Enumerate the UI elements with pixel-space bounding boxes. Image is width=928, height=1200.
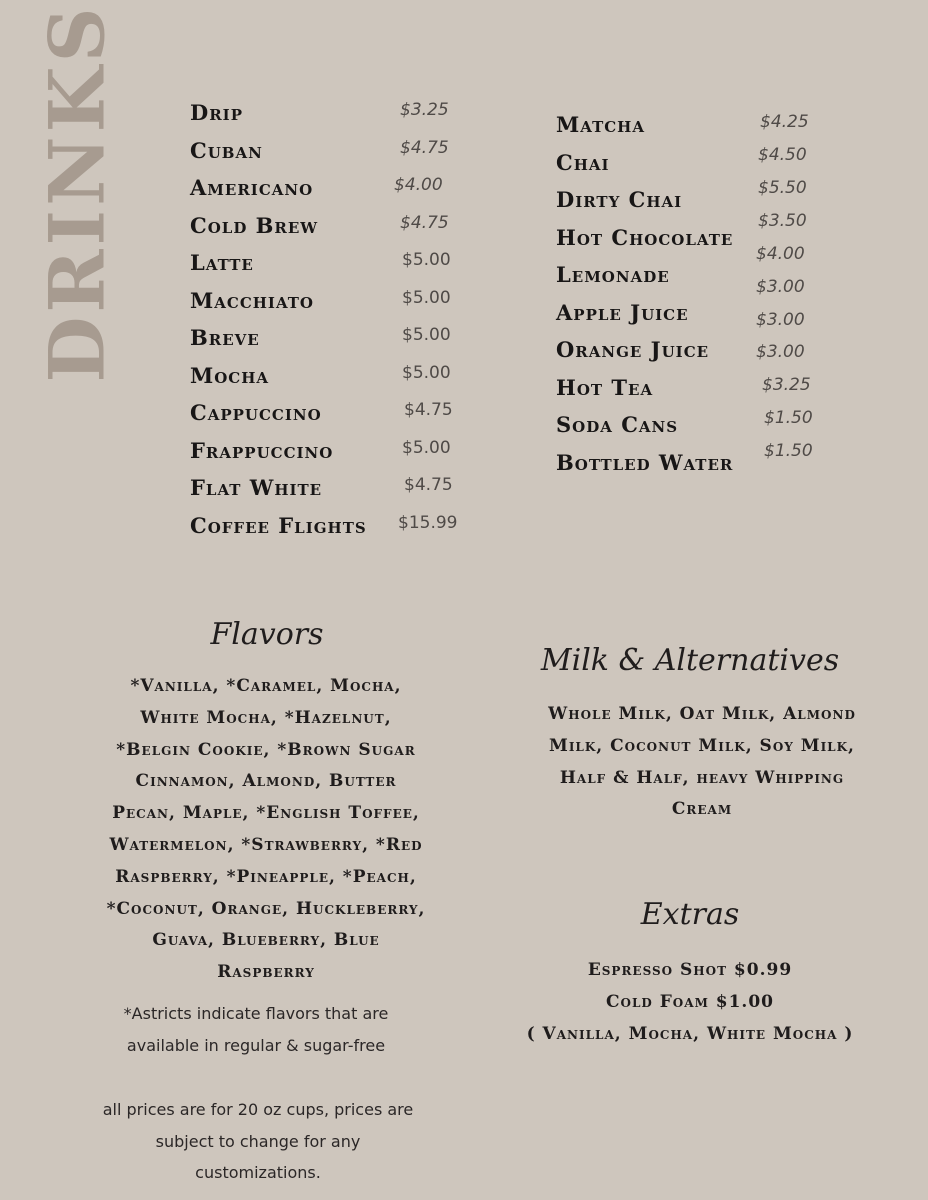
menu-item-name: Frappuccino xyxy=(190,438,334,463)
footer-note-line: subject to change for any xyxy=(155,1131,361,1151)
menu-item xyxy=(190,138,460,168)
extras-title: Extras xyxy=(640,897,740,932)
menu-item-name: Cuban xyxy=(190,138,263,163)
menu-title-text: DRINKS xyxy=(33,2,122,383)
flavors-list xyxy=(86,671,446,989)
menu-item-price: $5.00 xyxy=(402,288,451,308)
menu-item-name: Americano xyxy=(190,175,314,200)
menu-item-price: $3.50 xyxy=(758,211,807,231)
menu-item xyxy=(190,400,460,430)
menu-item-name: Coffee Flights xyxy=(190,513,367,538)
milk-line: Cream xyxy=(671,799,733,820)
flavors-line: Watermelon, *Strawberry, *Red xyxy=(109,834,423,855)
menu-item-price: $5.00 xyxy=(402,250,451,270)
flavors-line: Guava, Blueberry, Blue xyxy=(152,930,380,951)
menu-item-price: $3.00 xyxy=(756,310,805,330)
menu-item-price: $3.25 xyxy=(400,100,449,120)
footer-note-line: all prices are for 20 oz cups, prices are xyxy=(102,1100,414,1119)
flavors-title: Flavors xyxy=(210,617,324,652)
menu-item-name: Drip xyxy=(190,100,243,125)
menu-item-price: $3.25 xyxy=(762,375,811,395)
menu-item xyxy=(190,250,460,280)
other-drinks-list: Matcha Chai Dirty Chai Hot Chocolate Lemonade Apple Juice Orange Juice Hot Tea Soda Cans Bottled Water xyxy=(556,112,734,475)
extras-line: Espresso Shot $0.99 xyxy=(587,960,793,980)
menu-item-price: $15.99 xyxy=(398,513,458,533)
flavors-line: *Vanilla, *Caramel, Mocha, xyxy=(130,676,402,696)
milk-line: Half & Half, heavy Whipping xyxy=(559,767,845,788)
flavors-note-line: *Astricts indicate flavors that are xyxy=(123,1004,389,1023)
menu-item-price: $5.00 xyxy=(402,325,451,345)
menu-item-price: $5.50 xyxy=(758,178,807,198)
menu-item-price: $1.50 xyxy=(764,408,813,428)
menu-item-name: Macchiato xyxy=(190,288,314,313)
menu-item xyxy=(190,213,460,243)
menu-item-name: Breve xyxy=(190,325,260,350)
menu-item-name: Latte xyxy=(190,250,254,275)
flavors-line: Cinnamon, Almond, Butter xyxy=(135,771,397,792)
flavors-line: Pecan, Maple, *English Toffee, xyxy=(112,803,420,824)
menu-item xyxy=(190,438,460,468)
menu-item-price: $4.75 xyxy=(400,138,449,158)
extras-line: ( Vanilla, Mocha, White Mocha ) xyxy=(526,1023,854,1044)
flavors-line: *Coconut, Orange, Huckleberry, xyxy=(106,898,426,919)
milk-line: Whole Milk, Oat Milk, Almond xyxy=(548,704,856,724)
menu-item-price: $5.00 xyxy=(402,438,451,458)
coffee-list xyxy=(190,100,460,550)
footer-note-line: customizations. xyxy=(195,1163,321,1182)
menu-item-price: $4.00 xyxy=(394,175,443,195)
flavors-line: Raspberry, *Pineapple, *Peach, xyxy=(115,866,417,887)
flavors-note xyxy=(86,998,426,1061)
menu-item-price: $4.50 xyxy=(758,145,807,165)
extras-line: Cold Foam $1.00 xyxy=(605,991,774,1012)
menu-item-price: $4.75 xyxy=(400,213,449,233)
menu-item-name: Flat White xyxy=(190,475,323,500)
menu-item xyxy=(190,475,460,505)
menu-item xyxy=(190,288,460,318)
menu-item xyxy=(190,513,460,543)
other-drinks-prices xyxy=(750,112,830,472)
menu-item-price: $4.00 xyxy=(756,244,805,264)
milk-title: Milk & Alternatives xyxy=(540,643,840,678)
menu-item-name: Cold Brew xyxy=(190,213,319,238)
menu-item xyxy=(190,100,460,130)
footer-note xyxy=(78,1094,438,1189)
milk-list xyxy=(522,699,882,826)
menu-item-name: Cappuccino xyxy=(190,400,322,425)
menu-item-name: Mocha xyxy=(190,363,270,388)
menu-item-price: $1.50 xyxy=(764,441,813,461)
menu-item-price: $4.25 xyxy=(760,112,809,132)
menu-title xyxy=(33,2,122,383)
menu-item-price: $3.00 xyxy=(756,342,805,362)
menu-item-price: $3.00 xyxy=(756,277,805,297)
flavors-line: Raspberry xyxy=(217,962,315,983)
menu-item-price: $5.00 xyxy=(402,363,451,383)
flavors-line: *Belgin Cookie, *Brown Sugar xyxy=(116,739,416,760)
flavors-line: White Mocha, *Hazelnut, xyxy=(140,707,392,728)
menu-item xyxy=(190,363,460,393)
extras-list xyxy=(490,955,890,1050)
menu-item-price: $4.75 xyxy=(404,475,453,495)
menu-item-price: $4.75 xyxy=(404,400,453,420)
menu-item xyxy=(190,175,460,205)
flavors-note-line: available in regular & sugar-free xyxy=(126,1035,386,1055)
milk-line: Milk, Coconut Milk, Soy Milk, xyxy=(549,735,855,756)
menu-item xyxy=(190,325,460,355)
